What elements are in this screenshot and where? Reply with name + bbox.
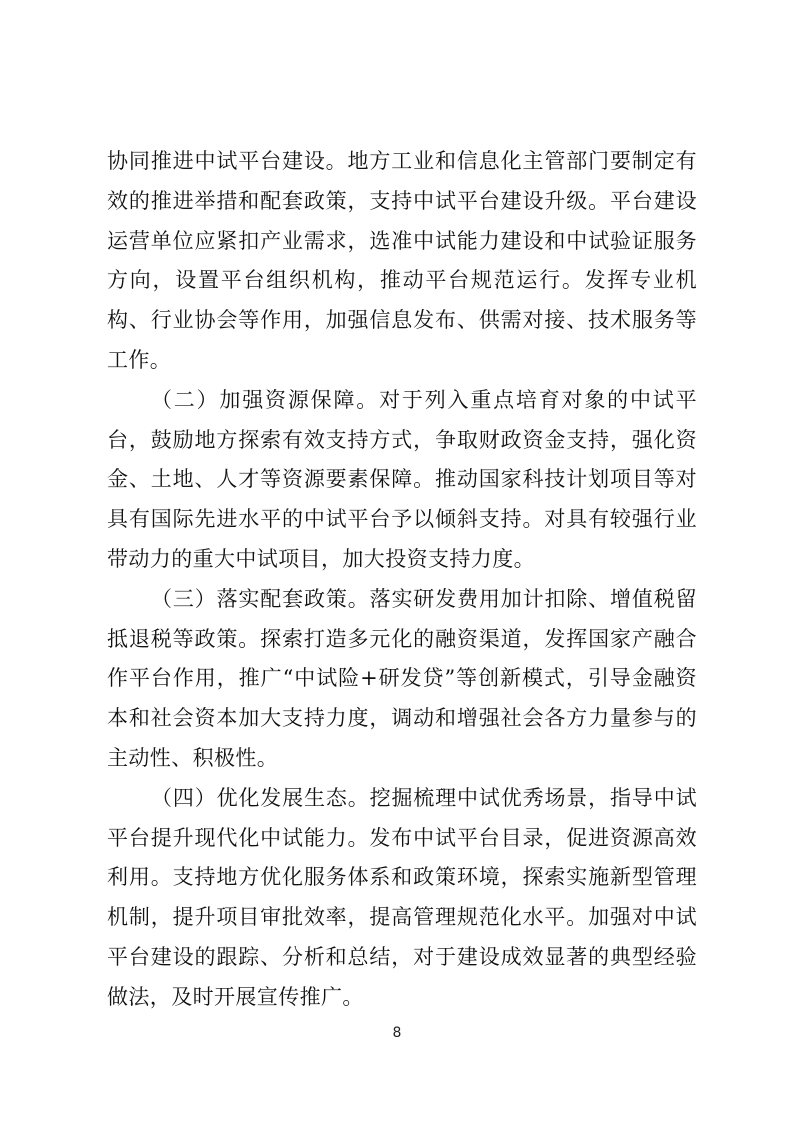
page-number: 8 bbox=[392, 1025, 402, 1041]
body-text bbox=[107, 142, 697, 1018]
paragraph-continued: 协同推进中试平台建设。地方工业和信息化主管部门要制定有效的推进举措和配套政策，支持中试平台建设升级。平台建设运营单位应紧扣产业需求，选准中试能力建设和中试验证服务方向，设置平台组织机构，推动平台规范运行。发挥专业机构、行业协会等作用，加强信息发布、供需对接、技术服务等工作。 bbox=[107, 149, 697, 372]
paragraph-supporting-policies: （三）落实配套政策。落实研发费用加计扣除、增值税留抵退税等政策。探索打造多元化的融资渠道，发挥国家产融合作平台作用，推广“中试险+研发贷”等创新模式，引导金融资本和社会资本加大支持力度，调动和增强社会各方力量参与的主动性、积极性。 bbox=[107, 586, 697, 770]
paragraph-resource-guarantee: （二）加强资源保障。对于列入重点培育对象的中试平台，鼓励地方探索有效支持方式，争取财政资金支持，强化资金、土地、人才等资源要素保障。推动国家科技计划项目等对具有国际先进水平的中试平台予以倾斜支持。对具有较强行业带动力的重大中试项目，加大投资支持力度。 bbox=[107, 387, 697, 571]
paragraph-development-ecosystem: （四）优化发展生态。挖掘梳理中试优秀场景，指导中试平台提升现代化中试能力。发布中试平台目录，促进资源高效利用。支持地方优化服务体系和政策环境，探索实施新型管理机制，提升项目审批效率，提高管理规范化水平。加强对中试平台建设的跟踪、分析和总结，对于建设成效显著的典型经验做法，及时开展宣传推广。 bbox=[107, 785, 697, 1009]
